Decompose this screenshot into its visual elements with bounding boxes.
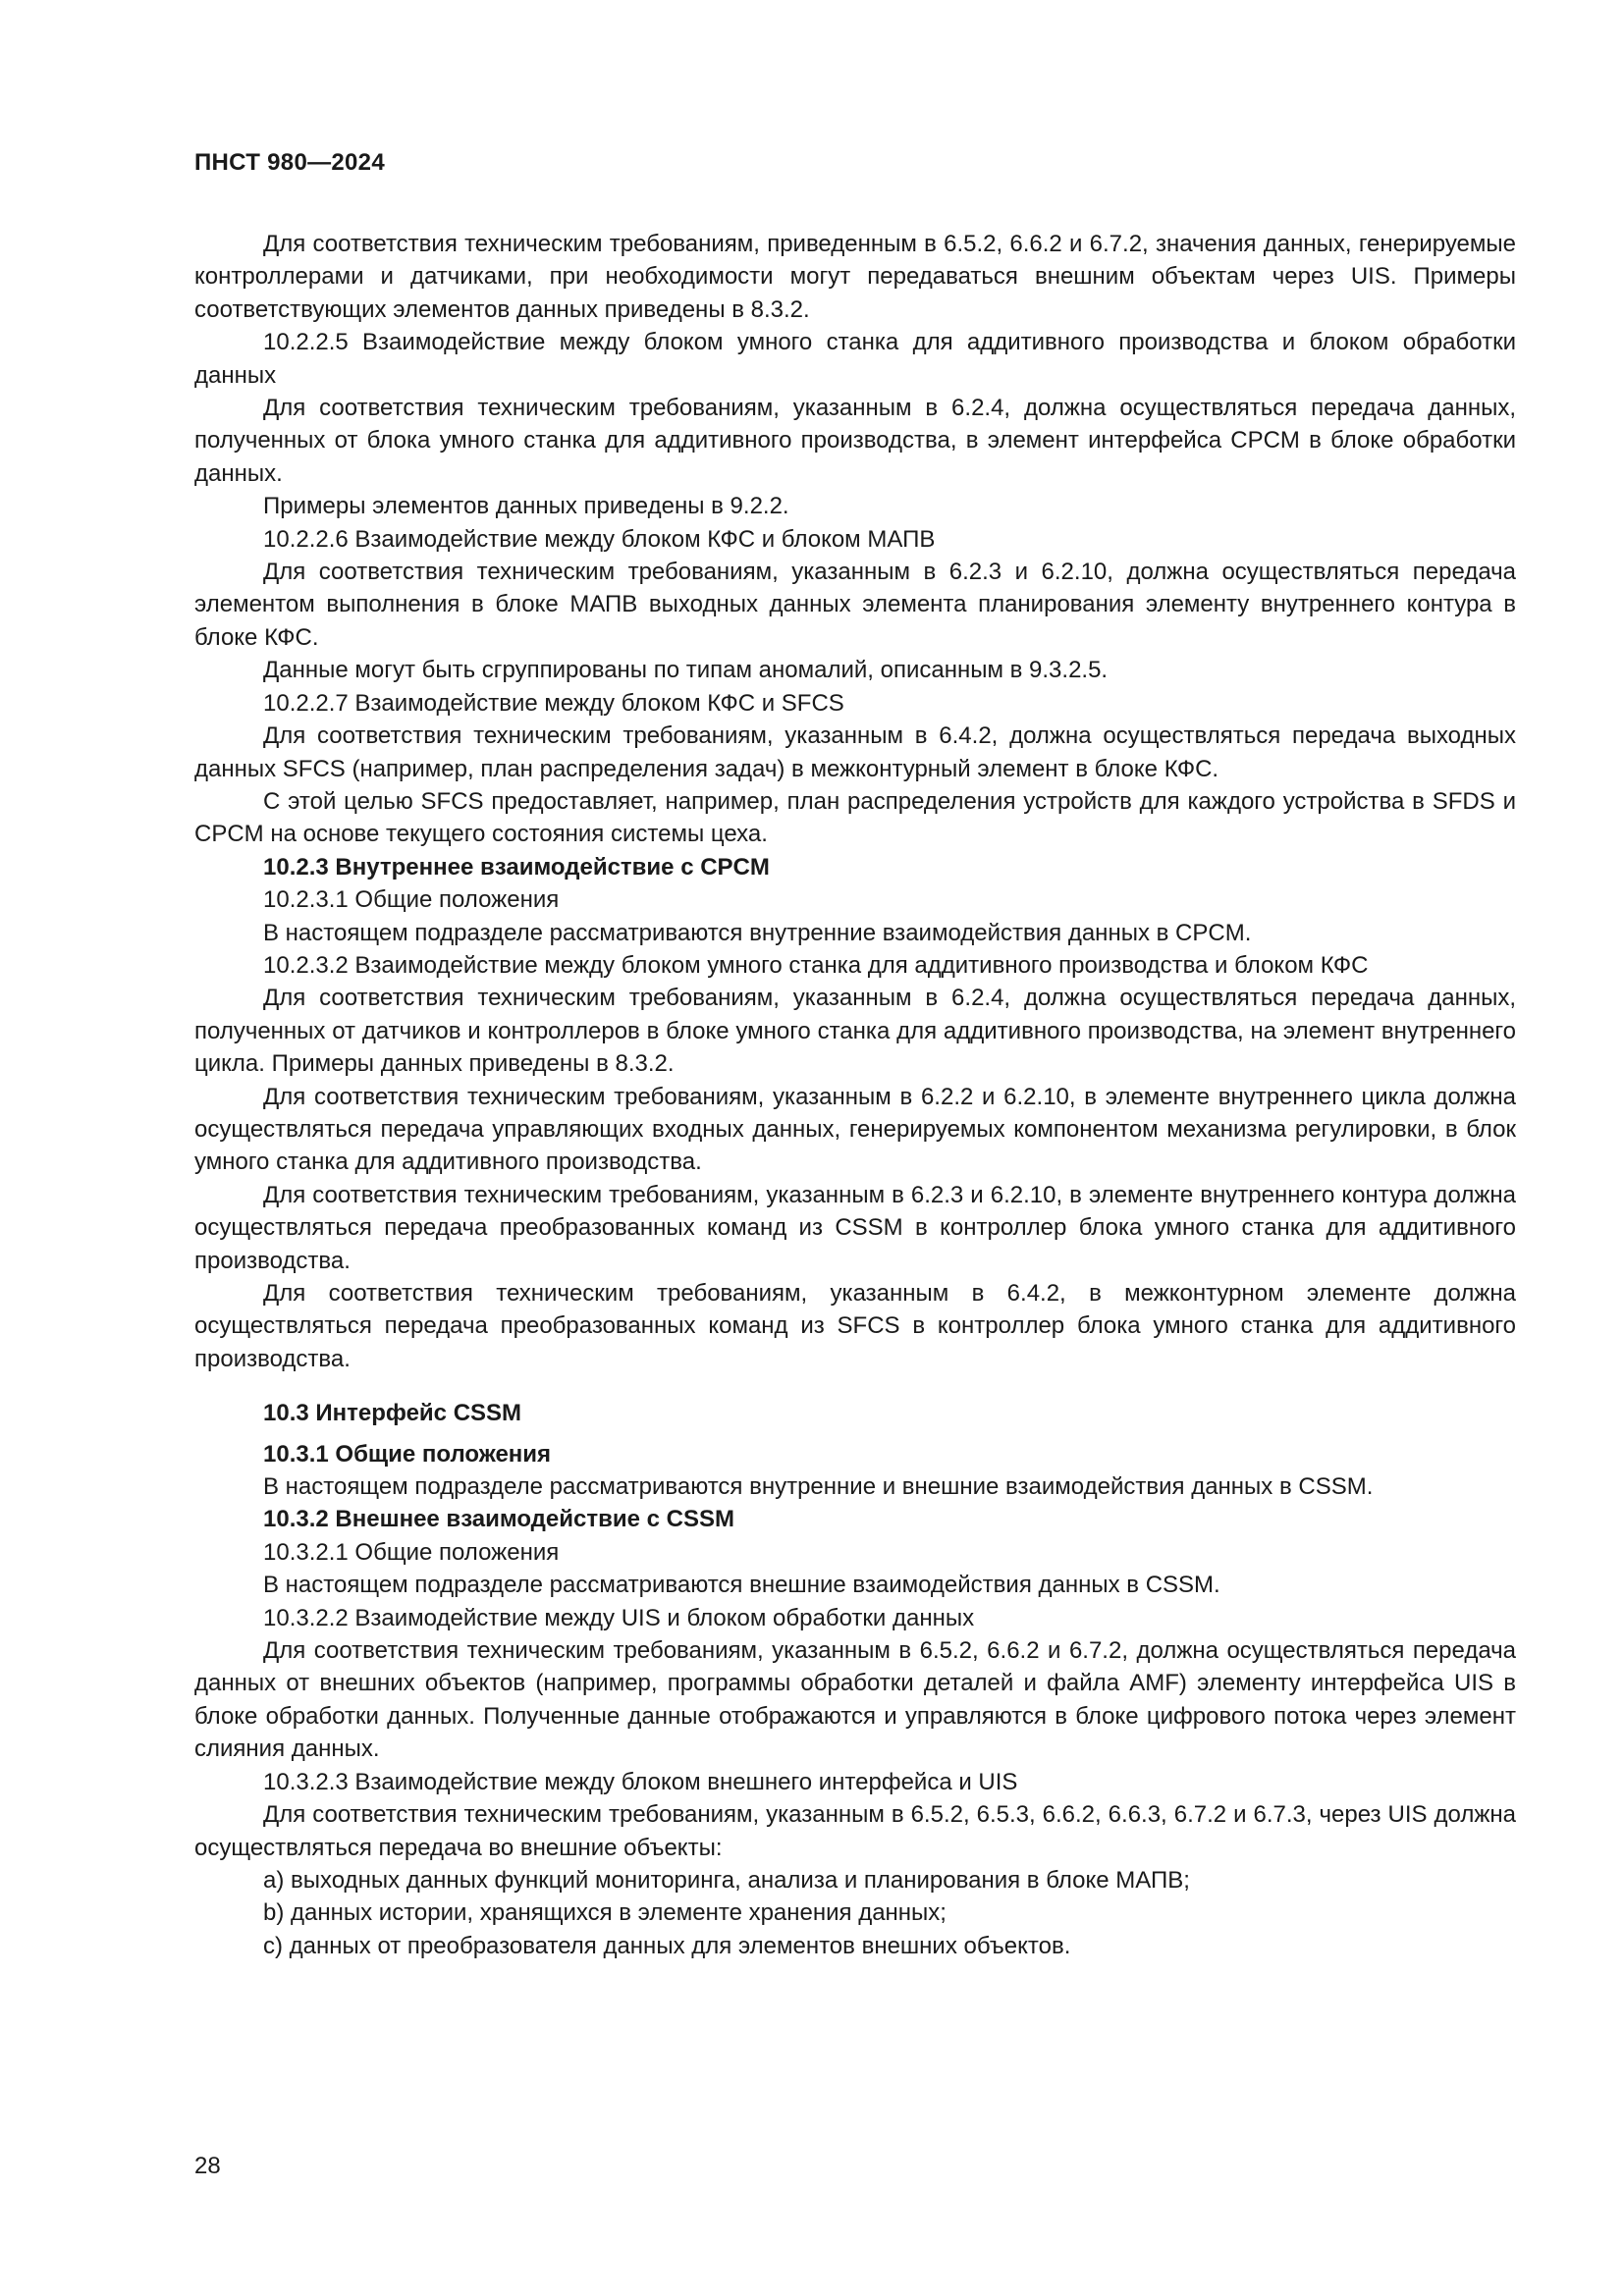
section-heading: 10.3.2 Внешнее взаимодействие с CSSM xyxy=(263,1506,734,1533)
page-number: 28 xyxy=(194,2153,221,2179)
paragraph: Для соответствия техническим требованиям, указанным в 6.2.3 и 6.2.10, должна осуществляться передача элементом выполнения в блоке МАПВ выходных данных элемента планирования элементу внутреннего контура в блоке КФС. xyxy=(194,559,1516,651)
paragraph: Для соответствия техническим требованиям, указанным в 6.2.2 и 6.2.10, в элементе внутреннего цикла должна осуществляться передача управляющих входных данных, генерируемых компонентом механизма регулировки, в блок умного станка для аддитивного производства. xyxy=(194,1083,1516,1176)
paragraph: Для соответствия техническим требованиям, указанным в 6.2.3 и 6.2.10, в элементе внутреннего контура должна осуществляться передача преобразованных команд из CSSM в контроллер блока умного станка для аддитивного производства. xyxy=(194,1181,1516,1274)
paragraph: Для соответствия техническим требованиям, указанным в 6.5.2, 6.6.2 и 6.7.2, должна осуществляться передача данных от внешних объектов (например, программы обработки деталей и файла AMF) элементу интерфейса UIS в блоке обработки данных. Полученные данные отображаются и управляются в блоке цифрового потока через элемент слияния данных. xyxy=(194,1637,1516,1763)
paragraph: Для соответствия техническим требованиям, указанным в 6.2.4, должна осуществляться передача данных, полученных от блока умного станка для аддитивного производства, в элемент интерфейса CPCM в блоке обработки данных. xyxy=(194,395,1516,487)
clause-heading: 10.3.2.1 Общие положения xyxy=(263,1538,560,1566)
section-heading: 10.2.3 Внутреннее взаимодействие с CPCM xyxy=(263,853,770,881)
paragraph: Для соответствия техническим требованиям, указанным в 6.4.2, в межконтурном элементе должна осуществляться передача преобразованных команд из SFCS в контроллер блока умного станка для аддитивного производства. xyxy=(194,1280,1516,1372)
section-heading: 10.3 Интерфейс CSSM xyxy=(263,1400,522,1427)
document-code-header: ПНСТ 980—2024 xyxy=(194,149,385,176)
paragraph: В настоящем подразделе рассматриваются внутренние взаимодействия данных в CPCM. xyxy=(263,919,1252,946)
paragraph: С этой целью SFCS предоставляет, например, план распределения устройств для каждого устройства в SFDS и CPCM на основе текущего состояния системы цеха. xyxy=(194,787,1516,848)
paragraph: Данные могут быть сгруппированы по типам аномалий, описанным в 9.3.2.5. xyxy=(263,657,1109,684)
clause-heading: 10.3.2.2 Взаимодействие между UIS и блоком обработки данных xyxy=(263,1604,975,1631)
paragraph: Для соответствия техническим требованиям, указанным в 6.4.2, должна осуществляться передача выходных данных SFCS (например, план распределения задач) в межконтурный элемент в блоке КФС. xyxy=(194,722,1516,782)
paragraph: Примеры элементов данных приведены в 9.2.2. xyxy=(263,493,789,520)
clause-heading: 10.2.3.1 Общие положения xyxy=(263,886,560,914)
clause-heading: 10.2.2.5 Взаимодействие между блоком умного станка для аддитивного производства и блоком обработки данных xyxy=(194,329,1516,389)
list-item: a) выходных данных функций мониторинга, анализа и планирования в блоке МАПВ; xyxy=(263,1866,1190,1894)
paragraph: Для соответствия техническим требованиям, приведенным в 6.5.2, 6.6.2 и 6.7.2, значения данных, генерируемые контроллерами и датчиками, при необходимости могут передаваться внешним объектам через UIS. Примеры соответствующих элементов данных приведены в 8.3.2. xyxy=(194,231,1516,323)
paragraph: Для соответствия техническим требованиям, указанным в 6.5.2, 6.5.3, 6.6.2, 6.6.3, 6.7.2 и 6.7.3, через UIS должна осуществляться передача во внешние объекты: xyxy=(194,1801,1516,1861)
list-item: c) данных от преобразователя данных для элементов внешних объектов. xyxy=(263,1932,1071,1959)
clause-heading: 10.3.2.3 Взаимодействие между блоком внешнего интерфейса и UIS xyxy=(263,1768,1018,1795)
clause-heading: 10.2.2.7 Взаимодействие между блоком КФС и SFCS xyxy=(263,689,844,717)
clause-heading: 10.2.3.2 Взаимодействие между блоком умного станка для аддитивного производства и блоком КФС xyxy=(263,951,1369,979)
paragraph: В настоящем подразделе рассматриваются внешние взаимодействия данных в CSSM. xyxy=(263,1572,1220,1599)
paragraph: В настоящем подразделе рассматриваются внутренние и внешние взаимодействия данных в CSSM. xyxy=(263,1473,1374,1501)
document-body xyxy=(194,228,1516,1962)
section-heading: 10.3.1 Общие положения xyxy=(263,1440,552,1468)
list-item: b) данных истории, хранящихся в элементе хранения данных; xyxy=(263,1899,947,1927)
clause-heading: 10.2.2.6 Взаимодействие между блоком КФС и блоком МАПВ xyxy=(263,525,936,553)
paragraph: Для соответствия техническим требованиям, указанным в 6.2.4, должна осуществляться передача данных, полученных от датчиков и контроллеров в блоке умного станка для аддитивного производства, на элемент внутреннего цикла. Примеры данных приведены в 8.3.2. xyxy=(194,985,1516,1078)
